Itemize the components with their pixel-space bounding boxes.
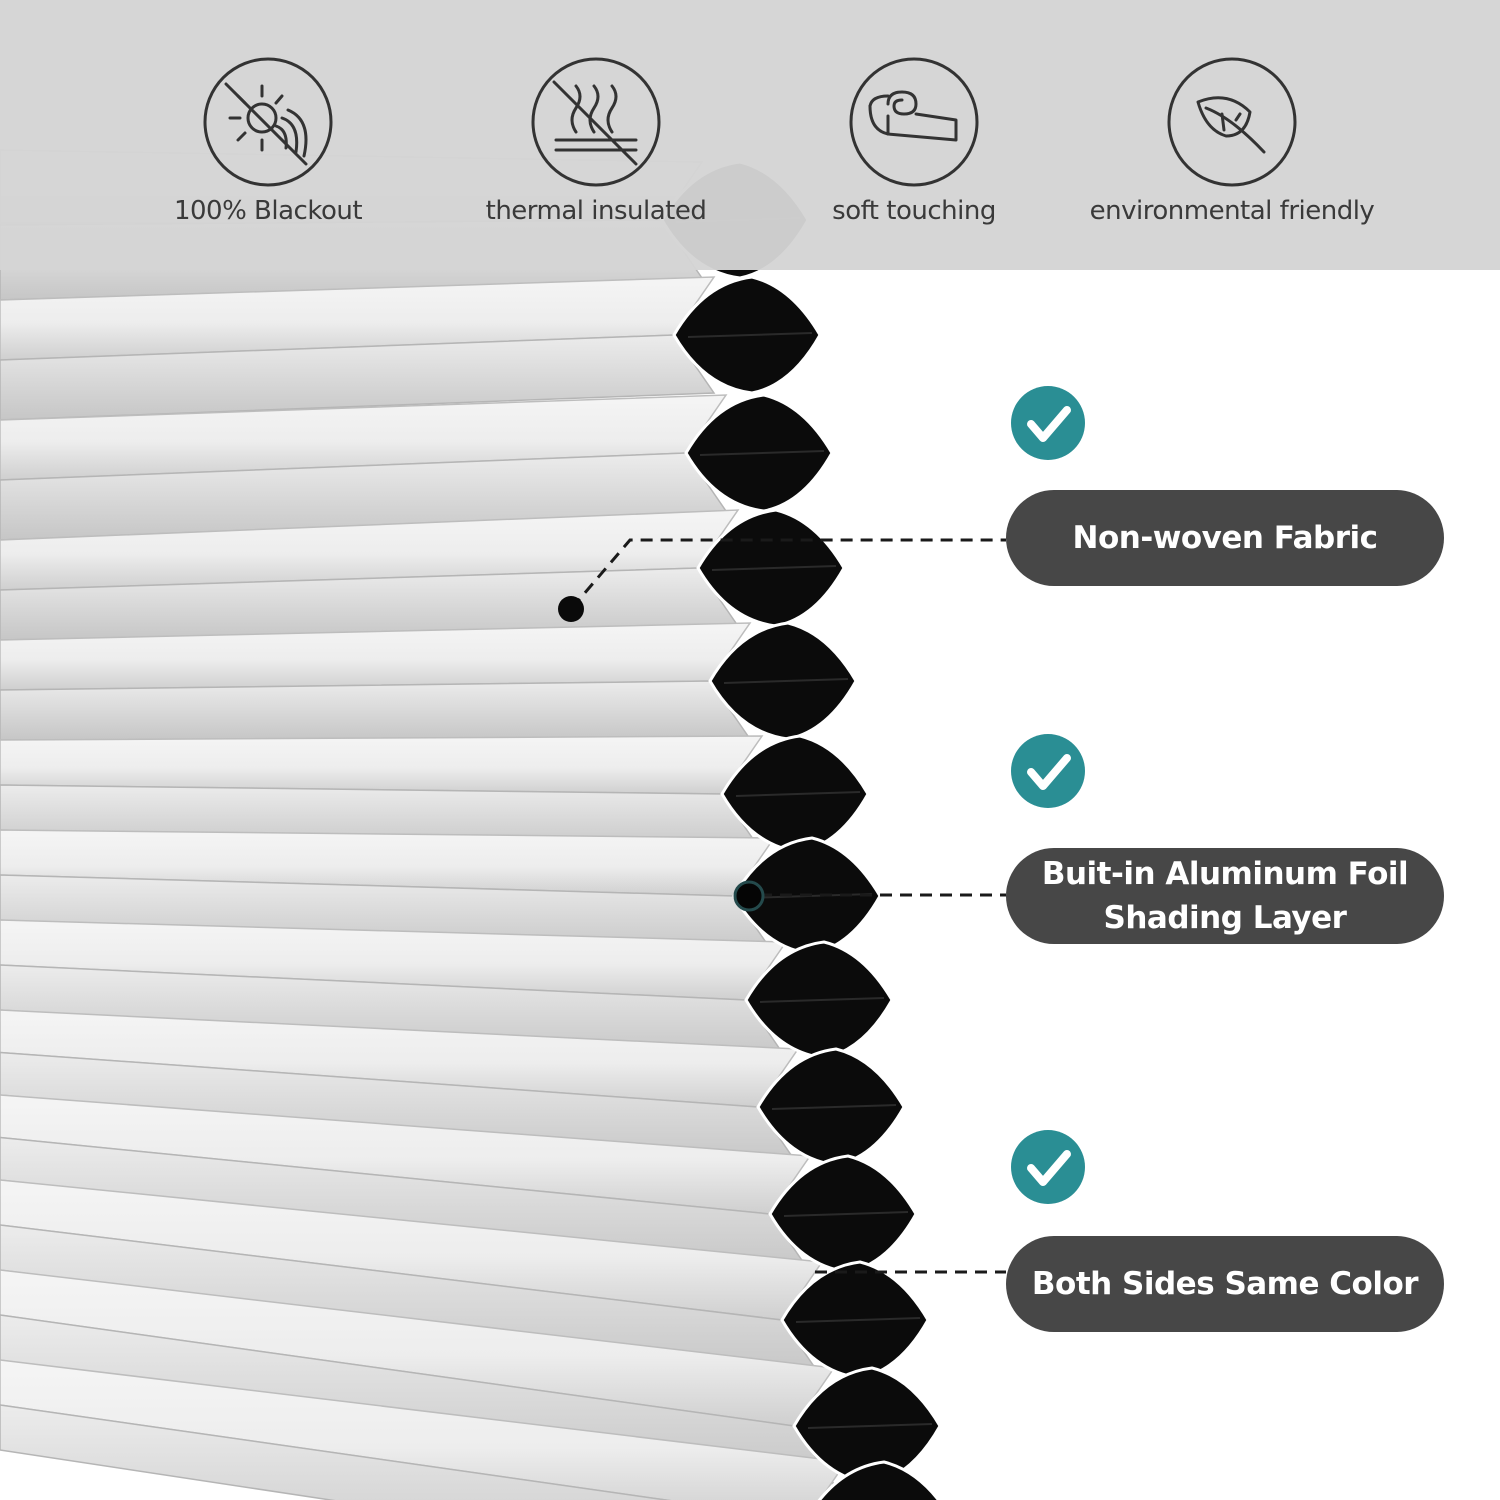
callout-same-color (1006, 1236, 1444, 1332)
pleat-lower-face (0, 681, 750, 740)
callout-aluminum-foil (1006, 848, 1444, 944)
callout-text-foil-line1: Buit-in Aluminum Foil (1041, 856, 1409, 892)
feature-header-band (0, 0, 1500, 270)
no-heat-icon (530, 56, 662, 188)
feature-blackout (118, 56, 418, 226)
callout-text-color: Both Sides Same Color (1031, 1266, 1419, 1302)
leaf-icon (1166, 56, 1298, 188)
feature-soft (764, 56, 1064, 226)
feature-label-eco: environmental friendly (1089, 196, 1375, 226)
pleat-upper-face (0, 736, 762, 794)
check-icon-foil (1011, 734, 1085, 808)
fabric-roll-icon (848, 56, 980, 188)
leader-dot-foil (735, 882, 763, 910)
feature-thermal (446, 56, 746, 226)
no-sun-icon (202, 56, 334, 188)
feature-label-blackout: 100% Blackout (173, 196, 363, 226)
feature-label-thermal: thermal insulated (485, 196, 707, 226)
callout-non-woven-fabric (1006, 490, 1444, 586)
check-icon-fabric (1011, 386, 1085, 460)
check-icon-color (1011, 1130, 1085, 1204)
callout-text-foil-line2: Shading Layer (1103, 900, 1347, 936)
leader-dot-fabric (558, 596, 584, 622)
feature-label-soft: soft touching (832, 196, 996, 226)
callout-text-fabric: Non-woven Fabric (1072, 520, 1378, 556)
feature-eco (1082, 56, 1382, 226)
